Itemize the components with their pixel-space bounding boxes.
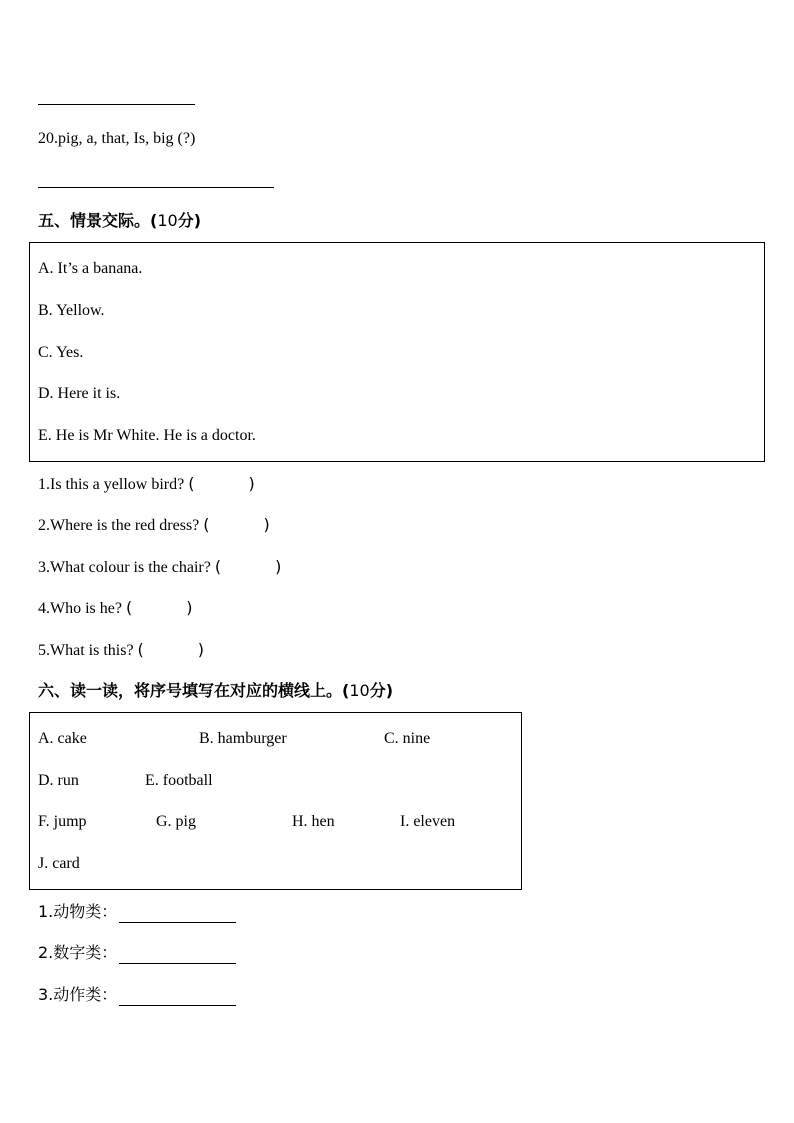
paren-close: ): [275, 557, 282, 576]
section-5-title-prefix: 五、情景交际。(: [38, 211, 158, 230]
category-actions-label: 3.动作类：: [38, 985, 118, 1004]
word-b: B. hamburger: [199, 730, 287, 747]
section-6-score: 10: [349, 681, 370, 700]
question-20: 20.pig, a, that, Is, big (?): [38, 130, 196, 147]
section-6-title-prefix: 六、读一读，将序号填写在对应的横线上。(: [38, 681, 350, 700]
option-b: B. Yellow.: [38, 302, 105, 319]
paren-open: (: [188, 474, 195, 493]
s5-question-2-text: 2.Where is the red dress?: [38, 517, 200, 534]
word-f: F. jump: [38, 813, 87, 830]
paren-close: ): [248, 474, 255, 493]
paren-close: ): [186, 598, 193, 617]
option-d: D. Here it is.: [38, 385, 121, 402]
s5-question-4-text: 4.Who is he?: [38, 600, 122, 617]
paren-close: ): [263, 515, 270, 534]
s5-question-1-text: 1.Is this a yellow bird?: [38, 476, 185, 493]
paren-open: (: [203, 515, 210, 534]
category-numbers-label: 2.数字类：: [38, 943, 118, 962]
word-j: J. card: [38, 855, 80, 872]
category-actions-answer-line[interactable]: [119, 988, 236, 1006]
s5-question-3-text: 3.What colour is the chair?: [38, 559, 211, 576]
category-animals-label: 1.动物类：: [38, 902, 118, 921]
category-numbers-answer-line[interactable]: [119, 946, 236, 964]
word-a: A. cake: [38, 730, 87, 747]
s5-question-5: [38, 640, 204, 661]
section-5-score: 10: [157, 211, 178, 230]
word-e: E. football: [145, 772, 213, 789]
paren-close: ): [197, 640, 205, 659]
paren-open: (: [214, 557, 222, 576]
word-g: G. pig: [156, 813, 196, 830]
s5-question-2: [38, 515, 270, 536]
section-6-title-suffix: 分): [369, 681, 394, 700]
word-i: I. eleven: [400, 813, 456, 830]
option-c: C. Yes.: [38, 344, 84, 361]
answer-line-19: [38, 104, 195, 105]
s5-question-4: [38, 598, 192, 619]
s5-question-3: [38, 557, 281, 578]
s5-question-1: [38, 474, 255, 495]
paren-open: (: [137, 640, 144, 659]
section-6-title: [38, 680, 393, 702]
option-e: E. He is Mr White. He is a doctor.: [38, 427, 256, 444]
word-h: H. hen: [292, 813, 335, 830]
word-c: C. nine: [384, 730, 431, 747]
category-animals-answer-line[interactable]: [119, 905, 236, 923]
paren-open: (: [125, 598, 133, 617]
section-5-title-suffix: 分): [177, 211, 202, 230]
section-5-title: [38, 210, 201, 232]
option-a: A. It’s a banana.: [38, 260, 143, 277]
answer-line-20: [38, 187, 274, 188]
word-d: D. run: [38, 772, 79, 789]
category-actions: [38, 985, 236, 1006]
category-animals: [38, 902, 236, 923]
category-numbers: [38, 943, 236, 964]
s5-question-5-text: 5.What is this?: [38, 642, 134, 659]
